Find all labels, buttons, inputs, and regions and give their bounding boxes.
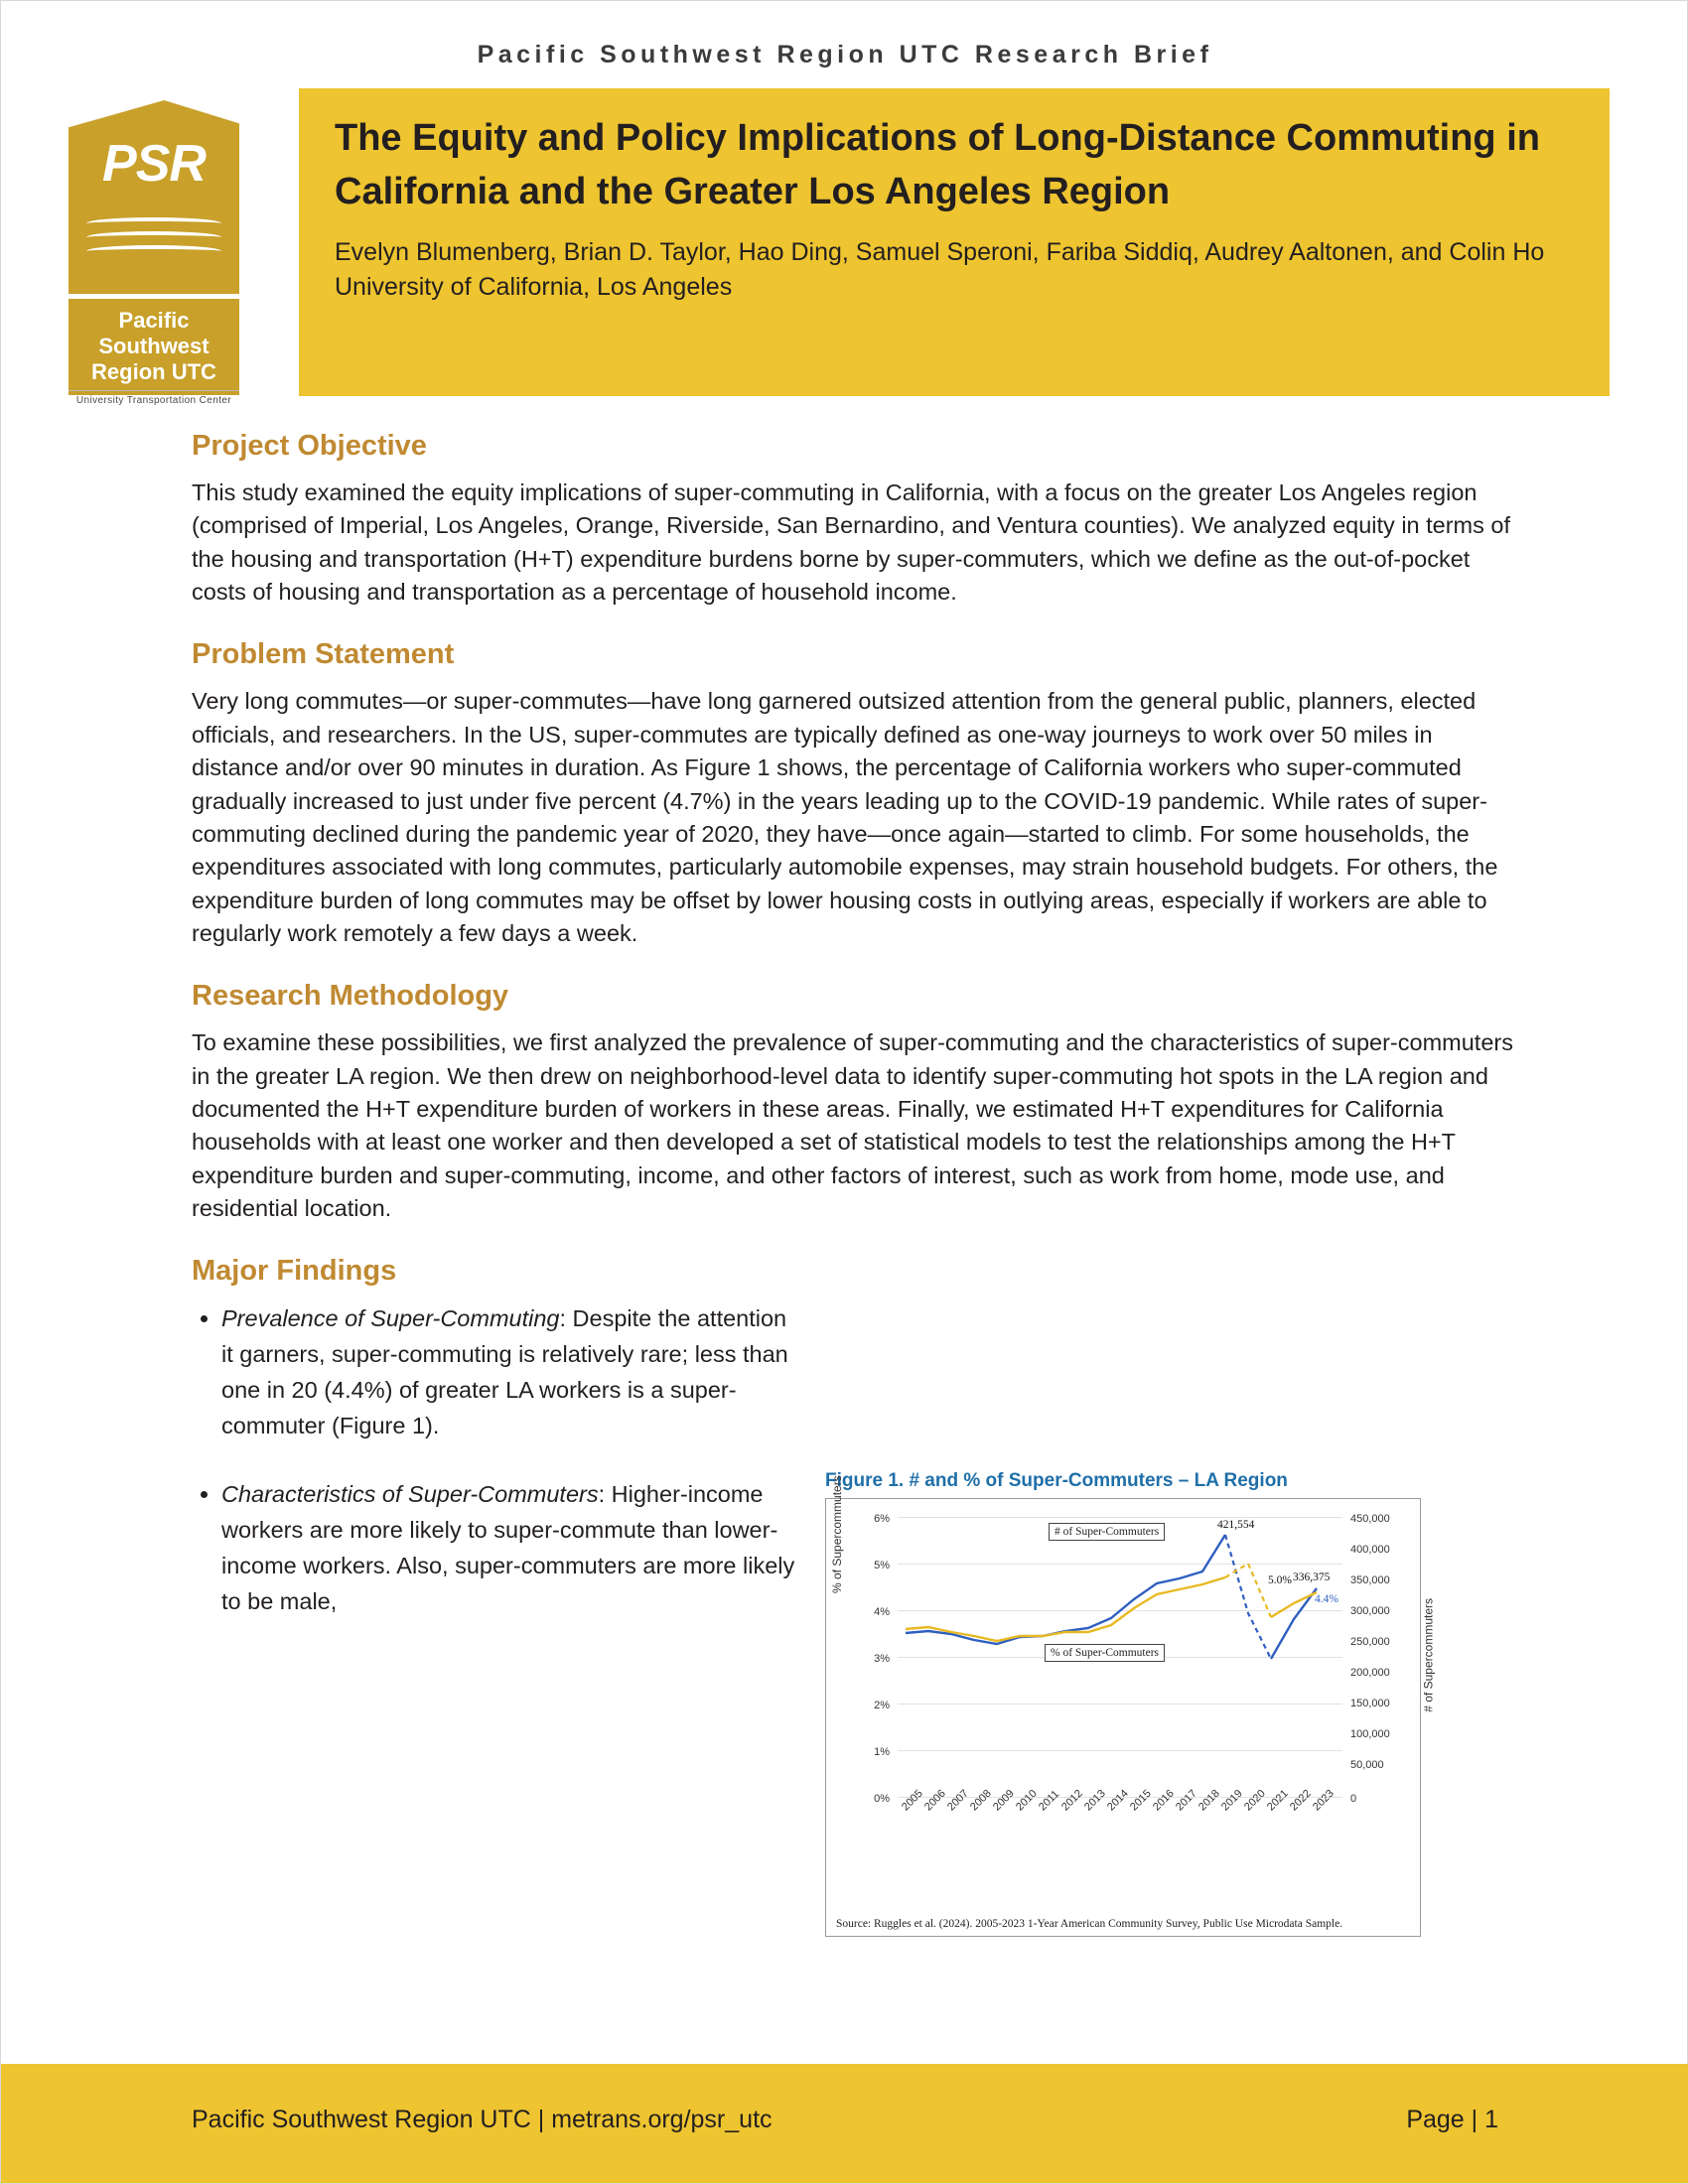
y2-tick-300000: 300,000 (1350, 1605, 1390, 1617)
y-tick-1: 1% (874, 1746, 890, 1758)
x-tick-2012: 2012 (1059, 1787, 1085, 1814)
psr-logo (69, 100, 239, 406)
finding-text-1: : Despite the attention it garners, super-commuting is relatively rare; less than one in 20 (4.4%) of greater LA workers is a super-commuter (Figure 1). (221, 1305, 788, 1438)
x-tick-2018: 2018 (1196, 1787, 1222, 1814)
x-tick-2016: 2016 (1151, 1787, 1177, 1814)
y2-tick-100000: 100,000 (1350, 1728, 1390, 1740)
y2-tick-150000: 150,000 (1350, 1698, 1390, 1709)
list-item (221, 1477, 802, 1619)
author-list: Evelyn Blumenberg, Brian D. Taylor, Hao Ding, Samuel Speroni, Fariba Siddiq, Audrey Aaltonen, and Colin Ho (335, 237, 1545, 266)
y2-tick-200000: 200,000 (1350, 1667, 1390, 1679)
page-footer (1, 2064, 1688, 2183)
finding-text-2: : Higher-income workers are more likely to super-commute than lower-income workers. Also, super-commuters are more likely to be male, (221, 1481, 795, 1614)
x-tick-2010: 2010 (1014, 1787, 1040, 1814)
section-heading-objective: Project Objective (192, 430, 427, 462)
figure-source: Source: Ruggles et al. (2024). 2005-2023 1-Year American Community Survey, Public Use Microdata Sample. (836, 1918, 1343, 1930)
logo-tagline: University Transportation Center (69, 390, 239, 406)
logo-mark-text: PSR (102, 135, 206, 193)
findings-column (192, 1255, 802, 1619)
x-tick-2006: 2006 (922, 1787, 948, 1814)
logo-wave-icon (86, 217, 221, 229)
affiliation: University of California, Los Angeles (335, 273, 733, 302)
y2-tick-50000: 50,000 (1350, 1759, 1384, 1771)
x-tick-2011: 2011 (1037, 1788, 1062, 1814)
x-tick-2013: 2013 (1082, 1787, 1108, 1814)
finding-lead-2: Characteristics of Super-Commuters (221, 1481, 599, 1508)
finding-lead-1: Prevalence of Super-Commuting (221, 1305, 560, 1332)
page-title: The Equity and Policy Implications of Long-Distance Commuting in California and the Greater Los Angeles Region (335, 117, 1540, 212)
logo-wave-icon-3 (86, 245, 221, 257)
y-tick-5: 5% (874, 1560, 890, 1571)
chart-callout-count: # of Super-Commuters (1049, 1523, 1165, 1541)
chart-label-421554: 421,554 (1217, 1519, 1255, 1531)
x-tick-2014: 2014 (1105, 1787, 1131, 1814)
y2-tick-350000: 350,000 (1350, 1574, 1390, 1586)
findings-list (192, 1301, 802, 1619)
y-tick-6: 6% (874, 1513, 890, 1525)
x-tick-2008: 2008 (968, 1787, 994, 1814)
x-tick-2015: 2015 (1128, 1787, 1154, 1814)
logo-shield-shape (69, 100, 239, 294)
y2-tick-450000: 450,000 (1350, 1513, 1390, 1525)
footer-left-text: Pacific Southwest Region UTC | metrans.org/psr_utc (192, 2106, 773, 2133)
y2-tick-0: 0 (1350, 1793, 1357, 1805)
x-tick-2017: 2017 (1174, 1787, 1199, 1814)
y-tick-3: 3% (874, 1653, 890, 1665)
x-tick-2022: 2022 (1288, 1787, 1314, 1814)
y-tick-0: 0% (874, 1793, 890, 1805)
y2-tick-250000: 250,000 (1350, 1636, 1390, 1648)
section-heading-problem: Problem Statement (192, 638, 455, 671)
x-tick-2019: 2019 (1219, 1787, 1245, 1814)
y-tick-4: 4% (874, 1606, 890, 1618)
chart-callout-percent: % of Super-Commuters (1045, 1644, 1165, 1662)
section-heading-findings: Major Findings (192, 1255, 397, 1288)
chart-plot-area (898, 1517, 1342, 1854)
y2-tick-400000: 400,000 (1350, 1544, 1390, 1556)
y-tick-2: 2% (874, 1700, 890, 1711)
chart-label-5pct: 5.0% (1268, 1574, 1292, 1586)
logo-wave-icon-2 (86, 231, 221, 243)
chart-label-336375: 336,375 (1293, 1571, 1331, 1583)
list-item (221, 1301, 802, 1443)
logo-name: Pacific Southwest Region UTC (69, 299, 239, 395)
x-tick-2021: 2021 (1265, 1787, 1291, 1814)
figure-1 (825, 1470, 1436, 1937)
x-tick-2020: 2020 (1242, 1787, 1268, 1814)
section-text-objective: This study examined the equity implications of super-commuting in California, with a focus on the greater Los Angeles region (comprised of Imperial, Los Angeles, Orange, Riverside, San Bernardino, and Ventura counties). We analyzed equity in terms of the housing and transportation (H+T) expenditure burdens borne by super-commuters, which we define as the out-of-pocket costs of housing and transportation as a percentage of household income. (192, 479, 1511, 606)
section-text-problem: Very long commutes—or super-commutes—have long garnered outsized attention from the general public, planners, elected officials, and researchers. In the US, super-commutes are typically defined as one-way journeys to work over 50 miles in distance and/or over 90 minutes in duration. As Figure 1 shows, the percentage of California workers who super-commuted gradually increased to just under five percent (4.7%) in the years leading up to the COVID-19 pandemic. While rates of super-commuting declined during the pandemic year of 2020, they have—once again—started to climb. For some households, the expenditures associated with long commutes, particularly automobile expenses, may strain household budgets. For others, the expenditure burden of long commutes may be offset by lower housing costs in outlying areas, especially if workers are able to regularly work remotely a few days a week. (192, 688, 1498, 946)
x-tick-2023: 2023 (1311, 1787, 1336, 1814)
chart-label-4-4pct: 4.4% (1315, 1593, 1338, 1605)
section-heading-methodology: Research Methodology (192, 980, 509, 1013)
brief-kicker: Pacific Southwest Region UTC Research Brief (477, 41, 1213, 68)
x-tick-2009: 2009 (991, 1787, 1017, 1814)
footer-page-number: Page | 1 (1406, 2106, 1498, 2133)
title-band (299, 88, 1610, 396)
figure-caption: Figure 1. # and % of Super-Commuters – LA Region (825, 1470, 1288, 1491)
x-tick-2005: 2005 (900, 1787, 925, 1814)
chart-y-axis-label: % of Supercommuters (830, 1475, 844, 1593)
x-tick-2007: 2007 (945, 1787, 971, 1814)
chart-y2-axis-label: # of Supercommuters (1422, 1598, 1436, 1712)
section-text-methodology: To examine these possibilities, we first analyzed the prevalence of super-commuting and the characteristics of super-commuters in the greater LA region. We then drew on neighborhood-level data to identify super-commuting hot spots in the LA region and documented the H+T expenditure burden of workers in these areas. Finally, we estimated H+T expenditures for California households with at least one worker and then developed a set of statistical models to test the relationships among the H+T expenditure burden and super-commuting, income, and other factors of interest, such as work from home, mode use, and residential location. (192, 1029, 1513, 1222)
